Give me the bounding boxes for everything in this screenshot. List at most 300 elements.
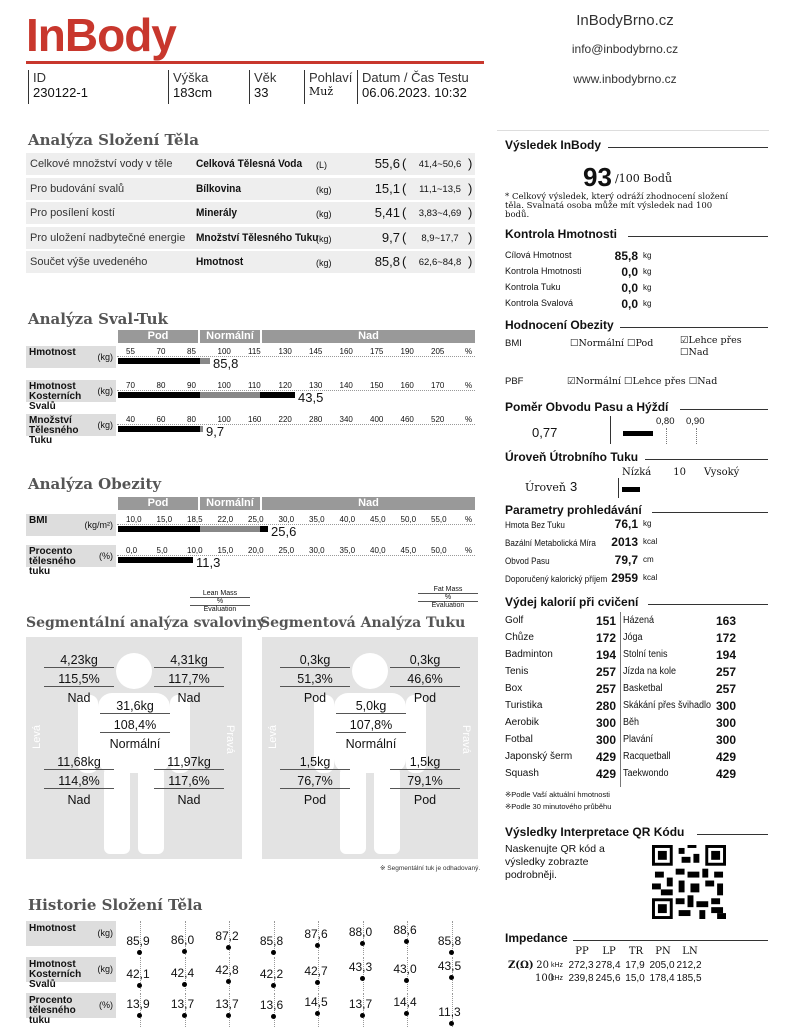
history-point xyxy=(226,945,231,950)
visceral-scale: Nízká 10 Vysoký xyxy=(622,467,740,478)
comp-close-paren: ) xyxy=(468,254,473,269)
scale-tick: 40,0 xyxy=(339,515,356,524)
scale-tick: 110 xyxy=(248,381,261,390)
seg_fat-ra-2: Pod xyxy=(413,691,437,705)
seg_fat-ra-1: 46,6% xyxy=(390,672,460,687)
comp-name: Minerály xyxy=(196,207,238,219)
history-value: 13,7 xyxy=(170,997,195,1012)
cal-note-1: ※Podle Vaší aktuální hmotnosti xyxy=(505,790,610,799)
calorie-value: 429 xyxy=(595,750,616,764)
comp-desc: Pro uložení nadbytečné energie xyxy=(30,231,186,244)
history-point xyxy=(271,983,276,988)
scale-tick: 80 xyxy=(156,381,166,390)
imp-value: 239,8 xyxy=(568,973,594,984)
calorie-value: 194 xyxy=(715,648,736,662)
calorie-activity: Běh xyxy=(623,717,640,728)
scale-tick: 160 xyxy=(339,347,353,356)
score-max: /100 Bodů xyxy=(615,172,673,185)
calorie-value: 280 xyxy=(595,699,616,713)
seg_muscle-tr-0: 31,6kg xyxy=(100,699,170,714)
qr-code[interactable] xyxy=(652,845,726,919)
mf-label: Množství Tělesného Tuku (kg) xyxy=(26,414,116,436)
whr-gauge: 0,80 0,90 xyxy=(610,416,740,444)
scale-tick: 175 xyxy=(370,347,384,356)
seg_fat-rl-1: 79,1% xyxy=(390,774,460,789)
header-divider xyxy=(26,61,484,64)
impedance-title: Impedance xyxy=(505,931,568,945)
wc-unit: kg xyxy=(643,299,652,308)
history-point xyxy=(182,1013,187,1018)
comp-value: 5,41 xyxy=(374,205,400,220)
param-label: Doporučený kalorický příjem xyxy=(505,574,608,584)
history-point xyxy=(449,950,454,955)
whr-value: 0,77 xyxy=(532,425,558,440)
seg_muscle-tr-2: Normální xyxy=(109,737,161,751)
imp-value: 185,5 xyxy=(676,973,702,984)
calorie-activity: Badminton xyxy=(505,649,553,660)
calorie-activity: Skákání přes švihadlo xyxy=(623,700,712,711)
calorie-value: 429 xyxy=(715,767,736,781)
header-age: Věk 33 xyxy=(249,70,304,104)
cal-note-2: ※Podle 30 minutového průběhu xyxy=(505,802,612,811)
side-left: Levá xyxy=(31,725,43,749)
history-value: 42,8 xyxy=(215,963,239,978)
comp-unit: (kg) xyxy=(316,233,332,244)
history-value: 85,8 xyxy=(259,934,284,949)
seg_muscle-tr-1: 108,4% xyxy=(100,718,170,733)
calorie-value: 257 xyxy=(715,665,736,679)
wc-label: Cílová Hmotnost xyxy=(505,250,572,260)
scale-unit: % xyxy=(465,515,473,524)
scale-tick: 5,0 xyxy=(156,546,168,555)
scale-tick: 45,0 xyxy=(370,515,386,524)
scale-tick: 40 xyxy=(126,415,135,424)
comp-value: 9,7 xyxy=(381,229,400,245)
param-value: 2013 xyxy=(611,535,638,549)
scale-tick: 30,0 xyxy=(278,515,295,524)
pbf-eval-options: ☑Normální ☐Lehce přes ☐Nad xyxy=(567,376,718,387)
imp-freq: 20 xyxy=(536,960,549,971)
scale-tick: 520 xyxy=(431,415,445,424)
history-point xyxy=(360,976,365,981)
wc-unit: kg xyxy=(643,267,652,276)
history-value: 43,5 xyxy=(437,959,462,973)
param-value: 79,7 xyxy=(614,553,638,567)
param-label: Hmota Bez Tuku xyxy=(505,520,565,530)
imp-label: Z(Ω) xyxy=(508,960,534,971)
ob-range-normal: Normální xyxy=(200,497,260,510)
history-label: Hmotnost (kg) xyxy=(26,921,116,946)
imp-value: 205,0 xyxy=(649,960,675,971)
score-title: Výsledek InBody xyxy=(505,138,602,152)
scale-tick: 100 xyxy=(217,347,231,356)
imp-value: 178,4 xyxy=(649,973,675,984)
scale-tick: 15,0 xyxy=(217,546,234,555)
calorie-value: 300 xyxy=(595,716,616,730)
range-normal: Normální xyxy=(200,330,260,343)
history-point xyxy=(315,980,320,985)
scale-tick: 130 xyxy=(278,347,292,356)
history-point xyxy=(449,975,454,980)
scale-unit: % xyxy=(465,347,473,356)
scale-tick: 205 xyxy=(431,347,445,356)
comp-unit: (kg) xyxy=(316,258,332,268)
history-point xyxy=(137,1013,142,1018)
seg_muscle-ra-1: 117,7% xyxy=(154,672,224,687)
scale-tick: 85 xyxy=(187,347,196,356)
weight-control-title: Kontrola Hmotnosti xyxy=(505,227,617,241)
seg-note: ※ Segmentální tuk je odhadovaný. xyxy=(380,865,481,872)
history-point xyxy=(360,941,365,946)
scale-tick: 25,0 xyxy=(278,546,295,555)
email[interactable]: info@inbodybrno.cz xyxy=(571,42,679,56)
ob-range-over: Nad xyxy=(262,497,475,510)
history-point xyxy=(182,949,187,954)
param-value: 76,1 xyxy=(614,517,638,531)
scale-tick: 45,0 xyxy=(400,546,417,555)
wc-label: Kontrola Hmotnosti xyxy=(505,266,582,276)
seg_muscle-ll-1: 114,8% xyxy=(44,774,114,789)
history-value: 42,1 xyxy=(126,967,150,982)
imp-freq: 100 xyxy=(535,973,555,984)
bmi-eval-options: ☐Normální ☐Pod xyxy=(570,338,654,349)
ob-label: BMI (kg/m²) xyxy=(26,514,116,536)
pbf-eval-label: PBF xyxy=(505,376,524,387)
score-note: * Celkový výsledek, který odráží zhodnocení složení těla. Svalnatá osoba může mít výsledek nad 100 bodů. xyxy=(505,192,728,220)
imp-value: 245,6 xyxy=(595,973,621,984)
composition-row xyxy=(26,153,475,176)
seg_fat-tr-0: 5,0kg xyxy=(336,699,406,714)
history-point xyxy=(404,978,409,983)
header-sex: Pohlaví Muž xyxy=(304,70,356,104)
wc-value: 0,0 xyxy=(621,281,638,295)
scale-tick: 115 xyxy=(248,347,261,356)
comp-name: Celková Tělesná Voda xyxy=(196,158,303,170)
comp-open-paren: ( xyxy=(402,156,407,171)
history-value: 42,7 xyxy=(304,963,328,978)
comp-close-paren: ) xyxy=(468,180,473,196)
scale-tick: 30,0 xyxy=(309,546,325,555)
header-date: Datum / Čas Testu 06.06.2023. 10:32 xyxy=(357,70,487,104)
seg_muscle-la-2: Nad xyxy=(67,691,91,705)
calorie-activity: Taekwondo xyxy=(623,768,669,779)
history-value: 13,9 xyxy=(126,996,150,1011)
obesity-title: Analýza Obezity xyxy=(28,475,162,493)
seg_fat-ll-0: 1,5kg xyxy=(280,755,350,770)
calorie-activity: Japonský šerm xyxy=(505,751,573,762)
comp-desc: Celkové množství vody v těle xyxy=(30,158,173,170)
seg-muscle-title: Segmentální analýza svaloviny xyxy=(26,615,266,631)
whr-title: Poměr Obvodu Pasu a Hýždí xyxy=(505,400,669,414)
seg_muscle-rl-0: 11,97kg xyxy=(154,755,224,770)
comp-unit: (kg) xyxy=(316,209,332,219)
history-label: Procento tělesného tuku (%) xyxy=(26,993,116,1018)
comp-desc: Pro budování svalů xyxy=(30,182,125,195)
imp-col: LP xyxy=(602,946,616,957)
seg_muscle-la-1: 115,5% xyxy=(44,672,114,687)
history-point xyxy=(404,1011,409,1016)
calorie-activity: Stolní tenis xyxy=(623,649,668,660)
scale-tick: 55,0 xyxy=(431,515,447,524)
seg_muscle-la-0: 4,23kg xyxy=(44,653,114,668)
side-right: Pravá xyxy=(224,725,236,754)
seg_fat-panel xyxy=(262,637,478,859)
history-value: 43,3 xyxy=(348,960,373,975)
header-id: ID 230122-1 xyxy=(28,70,168,104)
history-title: Historie Složení Těla xyxy=(28,896,203,914)
seg_muscle-panel xyxy=(26,637,242,859)
seg_fat-rl-0: 1,5kg xyxy=(390,755,460,770)
scale-tick: 100 xyxy=(217,381,231,390)
scale-tick: 35,0 xyxy=(309,515,325,524)
scale-tick: 18,5 xyxy=(187,515,203,524)
scale-tick: 55 xyxy=(126,347,135,356)
comp-open-paren: ( xyxy=(402,205,407,220)
imp-unit: kHz xyxy=(551,962,564,969)
scale-tick: 80 xyxy=(187,415,196,424)
comp-value: 15,1 xyxy=(374,180,400,196)
comp-open-paren: ( xyxy=(402,229,407,245)
calorie-activity: Turistika xyxy=(505,700,543,711)
side-right: Pravá xyxy=(460,725,472,754)
history-value: 11,3 xyxy=(438,1004,461,1019)
comp-value: 55,6 xyxy=(374,156,400,171)
history-value: 87,2 xyxy=(215,928,239,943)
history-point xyxy=(315,943,320,948)
imp-value: 17,9 xyxy=(625,960,645,971)
calorie-value: 300 xyxy=(595,733,616,747)
range-under: Pod xyxy=(118,330,198,343)
scale-tick: 150 xyxy=(370,381,384,390)
param-value: 2959 xyxy=(611,571,638,585)
calorie-activity: Fotbal xyxy=(505,734,533,745)
qr-text: Naskenujte QR kód a výsledky zobrazte podrobněji. xyxy=(505,843,605,881)
params-title: Parametry prohledávání xyxy=(505,503,642,517)
history-value: 85,9 xyxy=(126,933,150,948)
imp-col: PP xyxy=(575,946,589,957)
history-value: 86,0 xyxy=(170,933,195,948)
calorie-value: 300 xyxy=(715,716,736,730)
calorie-value: 151 xyxy=(595,614,616,628)
comp-range: 41,4~50,6 xyxy=(418,159,462,170)
mf-bar xyxy=(118,426,203,432)
comp-unit: (kg) xyxy=(316,184,332,195)
imp-value: 212,2 xyxy=(676,960,702,971)
calorie-activity: Squash xyxy=(505,768,539,779)
calorie-activity: Racquetball xyxy=(623,751,671,762)
param-unit: kg xyxy=(643,519,652,528)
seg_muscle-rl-1: 117,6% xyxy=(154,774,224,789)
history-point xyxy=(182,982,187,987)
scale-tick: 0,0 xyxy=(126,546,138,555)
seg_fat-ra-0: 0,3kg xyxy=(390,653,460,668)
wc-label: Kontrola Svalová xyxy=(505,298,574,308)
seg-muscle-legend: Lean Mass % Evaluation xyxy=(190,590,250,613)
comp-open-paren: ( xyxy=(402,254,407,269)
scale-tick: 22,0 xyxy=(217,515,234,524)
history-point xyxy=(137,950,142,955)
calorie-value: 429 xyxy=(595,767,616,781)
seg_muscle-ll-2: Nad xyxy=(67,793,91,807)
history-value: 87,6 xyxy=(304,927,328,941)
ob-range-under: Pod xyxy=(118,497,198,510)
site-name: InBodyBrno.cz xyxy=(576,12,674,29)
comp-desc: Součet výše uvedeného xyxy=(30,256,148,268)
calorie-value: 172 xyxy=(715,631,736,645)
visceral-title: Úroveň Útrobního Tuku xyxy=(505,450,639,464)
scale-tick: 100 xyxy=(217,415,231,424)
scale-tick: 170 xyxy=(431,381,445,390)
header-height: Výška 183cm xyxy=(168,70,248,104)
comp-name: Bílkovina xyxy=(196,182,241,195)
composition-row xyxy=(26,227,475,250)
scale-tick: 35,0 xyxy=(339,546,356,555)
history-value: 13,6 xyxy=(259,997,284,1012)
calorie-activity: Golf xyxy=(505,615,524,626)
comp-unit: (L) xyxy=(316,160,327,170)
calorie-value: 194 xyxy=(595,648,616,662)
mf-label: Hmotnost Kosterních Svalů (kg) xyxy=(26,380,116,402)
wc-label: Kontrola Tuku xyxy=(505,282,561,292)
calorie-value: 257 xyxy=(595,682,616,696)
imp-value: 278,4 xyxy=(595,960,621,971)
calorie-value: 300 xyxy=(715,699,736,713)
seg_fat-la-0: 0,3kg xyxy=(280,653,350,668)
website[interactable]: www.inbodybrno.cz xyxy=(573,72,677,86)
scale-tick: 50,0 xyxy=(431,546,447,555)
scale-tick: 50,0 xyxy=(400,515,417,524)
calorie-activity: Házená xyxy=(623,615,655,626)
mf-value: 85,8 xyxy=(213,356,239,371)
composition-row xyxy=(26,251,475,274)
side-left: Levá xyxy=(267,725,279,749)
seg_muscle-rl-2: Nad xyxy=(177,793,201,807)
history-value: 85,8 xyxy=(437,934,462,949)
calories-title: Výdej kalorií při cvičení xyxy=(505,595,639,609)
scale-tick: 90 xyxy=(187,381,196,390)
comp-close-paren: ) xyxy=(468,205,473,220)
comp-close-paren: ) xyxy=(468,156,473,171)
scale-tick: 340 xyxy=(339,415,353,424)
calorie-value: 429 xyxy=(715,750,736,764)
visceral-label: Úroveň xyxy=(525,481,566,494)
history-point xyxy=(404,939,409,944)
seg_fat-tr-2: Normální xyxy=(345,737,397,751)
scale-tick: 10,0 xyxy=(126,515,142,524)
scale-tick: 220 xyxy=(278,415,292,424)
calorie-activity: Plavání xyxy=(623,734,654,745)
mf-bar xyxy=(118,358,210,364)
calorie-activity: Chůze xyxy=(505,632,534,643)
visceral-value: 3 xyxy=(570,479,578,494)
scale-tick: 60 xyxy=(156,415,166,424)
mf-label: Hmotnost (kg) xyxy=(26,346,116,368)
history-point xyxy=(315,1011,320,1016)
scale-tick: 15,0 xyxy=(156,515,173,524)
calorie-activity: Jízda na kole xyxy=(623,666,677,677)
seg_muscle-ra-0: 4,31kg xyxy=(154,653,224,668)
composition-row xyxy=(26,178,475,201)
calorie-activity: Tenis xyxy=(505,666,529,677)
range-over: Nad xyxy=(262,330,475,343)
imp-col: PN xyxy=(655,946,671,957)
qr-title: Výsledky Interpretace QR Kódu xyxy=(505,825,685,839)
scale-tick: 70 xyxy=(156,347,166,356)
calorie-activity: Aerobik xyxy=(505,717,539,728)
history-label: Hmotnost Kosterních Svalů (kg) xyxy=(26,957,116,982)
scale-tick: 130 xyxy=(309,381,323,390)
seg_fat-ll-2: Pod xyxy=(303,793,327,807)
wc-value: 0,0 xyxy=(621,297,638,311)
history-value: 14,4 xyxy=(393,995,417,1010)
mf-value: 43,5 xyxy=(298,390,324,405)
history-value: 42,4 xyxy=(170,965,195,980)
seg_fat-ll-1: 76,7% xyxy=(280,774,350,789)
param-unit: cm xyxy=(643,555,654,564)
seg-fat-legend: Fat Mass % Evaluation xyxy=(418,586,478,609)
param-label: Obvod Pasu xyxy=(505,556,550,566)
history-value: 42,2 xyxy=(259,966,284,981)
calorie-value: 163 xyxy=(715,614,736,628)
calorie-value: 257 xyxy=(595,665,616,679)
history-value: 13,7 xyxy=(215,997,239,1012)
inbody-logo: InBody xyxy=(26,9,176,61)
scale-tick: 160 xyxy=(248,415,262,424)
history-point xyxy=(271,1014,276,1019)
history-point xyxy=(137,983,142,988)
history-point xyxy=(226,1013,231,1018)
history-point xyxy=(271,950,276,955)
ob-bar xyxy=(118,557,193,563)
composition-title: Analýza Složení Těla xyxy=(28,131,199,149)
scale-tick: 40,0 xyxy=(370,546,386,555)
history-point xyxy=(449,1021,454,1026)
history-point xyxy=(226,979,231,984)
wc-unit: kg xyxy=(643,283,652,292)
scale-tick: 145 xyxy=(309,347,323,356)
scale-tick: 20,0 xyxy=(248,546,264,555)
ob-value: 25,6 xyxy=(271,524,297,539)
ob-value: 11,3 xyxy=(196,555,221,570)
comp-open-paren: ( xyxy=(402,180,407,196)
calorie-value: 300 xyxy=(715,733,736,747)
comp-range: 3,83~4,69 xyxy=(418,208,462,219)
param-unit: kcal xyxy=(643,537,658,546)
seg_muscle-ll-0: 11,68kg xyxy=(44,755,114,770)
scale-tick: 140 xyxy=(339,381,353,390)
wc-value: 0,0 xyxy=(621,265,638,279)
scale-tick: 120 xyxy=(278,381,292,390)
imp-col: LN xyxy=(682,946,698,957)
comp-desc: Pro posílení kostí xyxy=(30,207,115,219)
comp-range: 8,9~17,7 xyxy=(421,232,459,244)
calorie-value: 257 xyxy=(715,682,736,696)
visceral-bar xyxy=(622,487,640,492)
seg_fat-tr-1: 107,8% xyxy=(336,718,406,733)
seg_fat-la-2: Pod xyxy=(303,691,327,705)
imp-unit: kHz xyxy=(551,975,564,982)
param-label: Bazální Metabolická Míra xyxy=(505,538,596,548)
wc-unit: kg xyxy=(643,251,652,260)
comp-name: Hmotnost xyxy=(196,256,244,268)
comp-range: 11,1~13,5 xyxy=(419,183,461,195)
scale-unit: % xyxy=(465,381,473,390)
obesity-eval-title: Hodnocení Obezity xyxy=(505,318,614,332)
scale-unit: % xyxy=(465,546,473,555)
history-point xyxy=(360,1013,365,1018)
history-value: 43,0 xyxy=(393,962,417,976)
seg_fat-la-1: 51,3% xyxy=(280,672,350,687)
